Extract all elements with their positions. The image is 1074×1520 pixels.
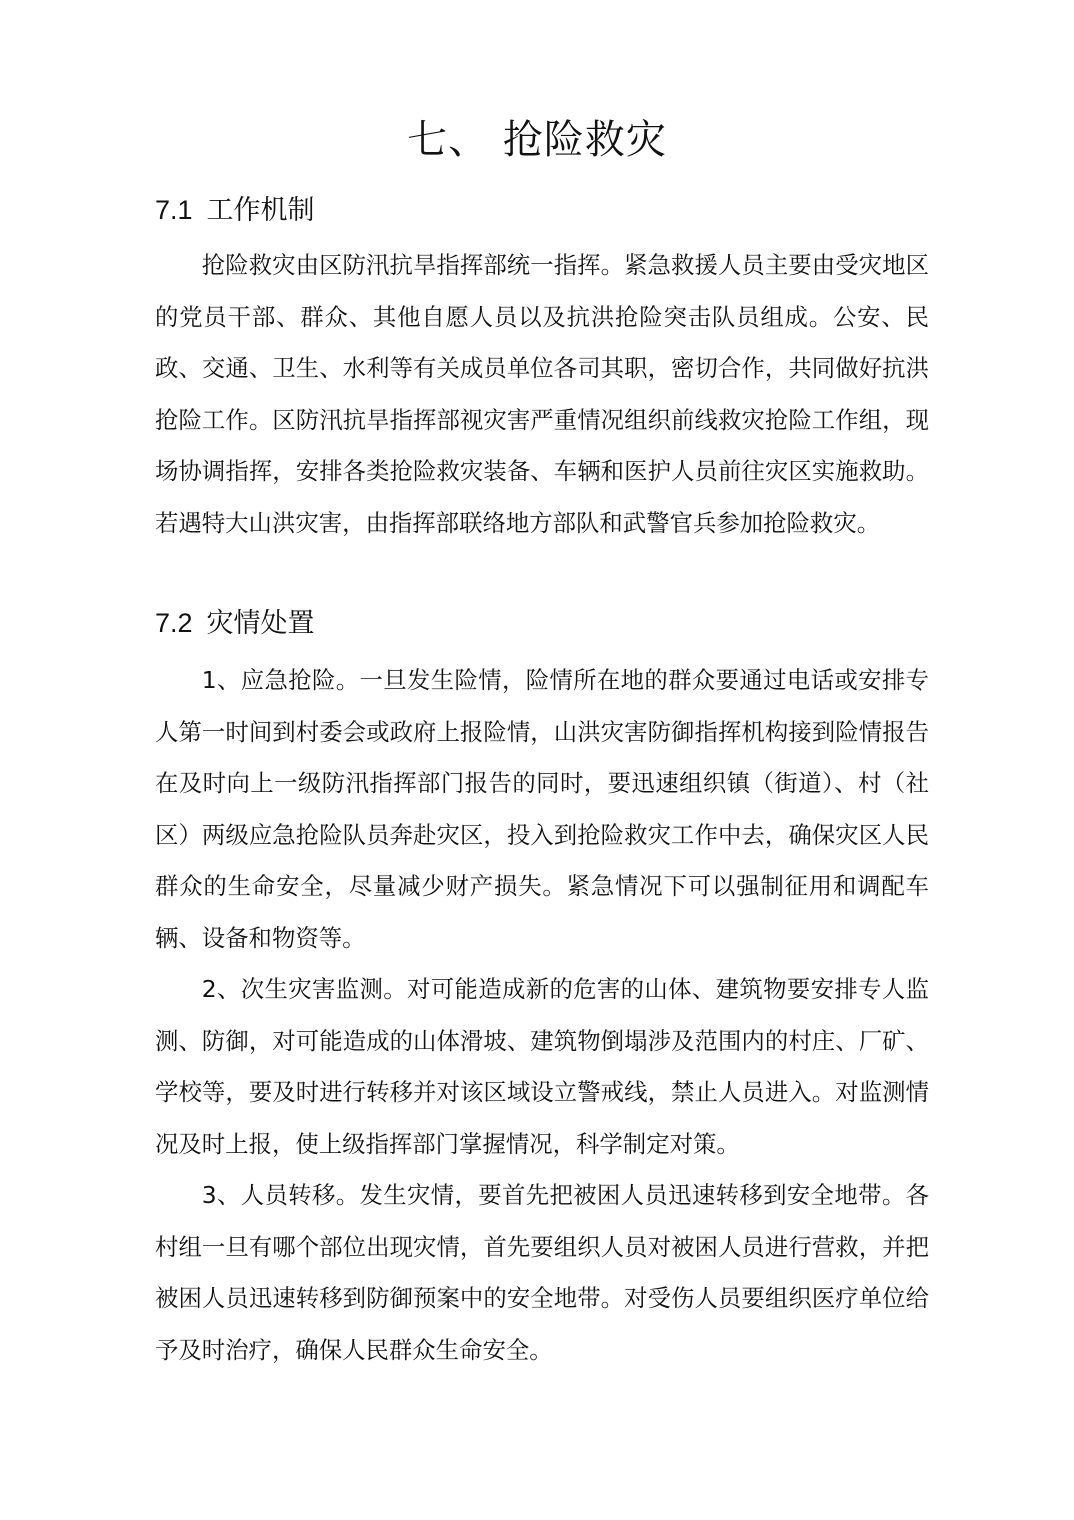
section-heading-7-1 xyxy=(155,190,315,231)
section-title: 工作机制 xyxy=(206,195,315,226)
paragraph-secondary-disaster-monitoring: 2、次生灾害监测。对可能造成新的危害的山体、建筑物要安排专人监测、防御，对可能造成的山体滑坡、建筑物倒塌涉及范围内的村庄、厂矿、学校等，要及时进行转移并对该区域设立警戒线，禁止人员进入。对监测情况及时上报，使上级指挥部门掌握情况，科学制定对策。 xyxy=(155,975,929,1158)
section-title: 灾情处置 xyxy=(206,608,315,639)
section-number: 7.1 xyxy=(155,195,193,225)
paragraph-personnel-transfer: 3、人员转移。发生灾情，要首先把被困人员迅速转移到安全地带。各村组一旦有哪个部位出现灾情，首先要组织人员对被困人员进行营救，并把被困人员迅速转移到防御预案中的安全地带。对受伤人员要组织医疗单位给予及时治疗，确保人民群众生命安全。 xyxy=(155,1181,929,1364)
chapter-title: 七、 抢险救灾 xyxy=(407,117,667,163)
section-heading-7-2 xyxy=(155,603,315,644)
paragraph-work-mechanism: 抢险救灾由区防汛抗旱指挥部统一指挥。紧急救援人员主要由受灾地区的党员干部、群众、其他自愿人员以及抗洪抢险突击队员组成。公安、民政、交通、卫生、水利等有关成员单位各司其职，密切合作，共同做好抗洪抢险工作。区防汛抗旱指挥部视灾害严重情况组织前线救灾抢险工作组，现场协调指挥，安排各类抢险救灾装备、车辆和医护人员前往灾区实施救助。若遇特大山洪灾害，由指挥部联络地方部队和武警官兵参加抢险救灾。 xyxy=(155,251,929,537)
paragraph-emergency-rescue: 1、应急抢险。一旦发生险情，险情所在地的群众要通过电话或安排专人第一时间到村委会或政府上报险情，山洪灾害防御指挥机构接到险情报告在及时向上一级防汛指挥部门报告的同时，要迅速组织镇（街道）、村（社区）两级应急抢险队员奔赴灾区，投入到抢险救灾工作中去，确保灾区人民群众的生命安全，尽量减少财产损失。紧急情况下可以强制征用和调配车辆、设备和物资等。 xyxy=(155,666,929,952)
section-number: 7.2 xyxy=(155,608,193,638)
